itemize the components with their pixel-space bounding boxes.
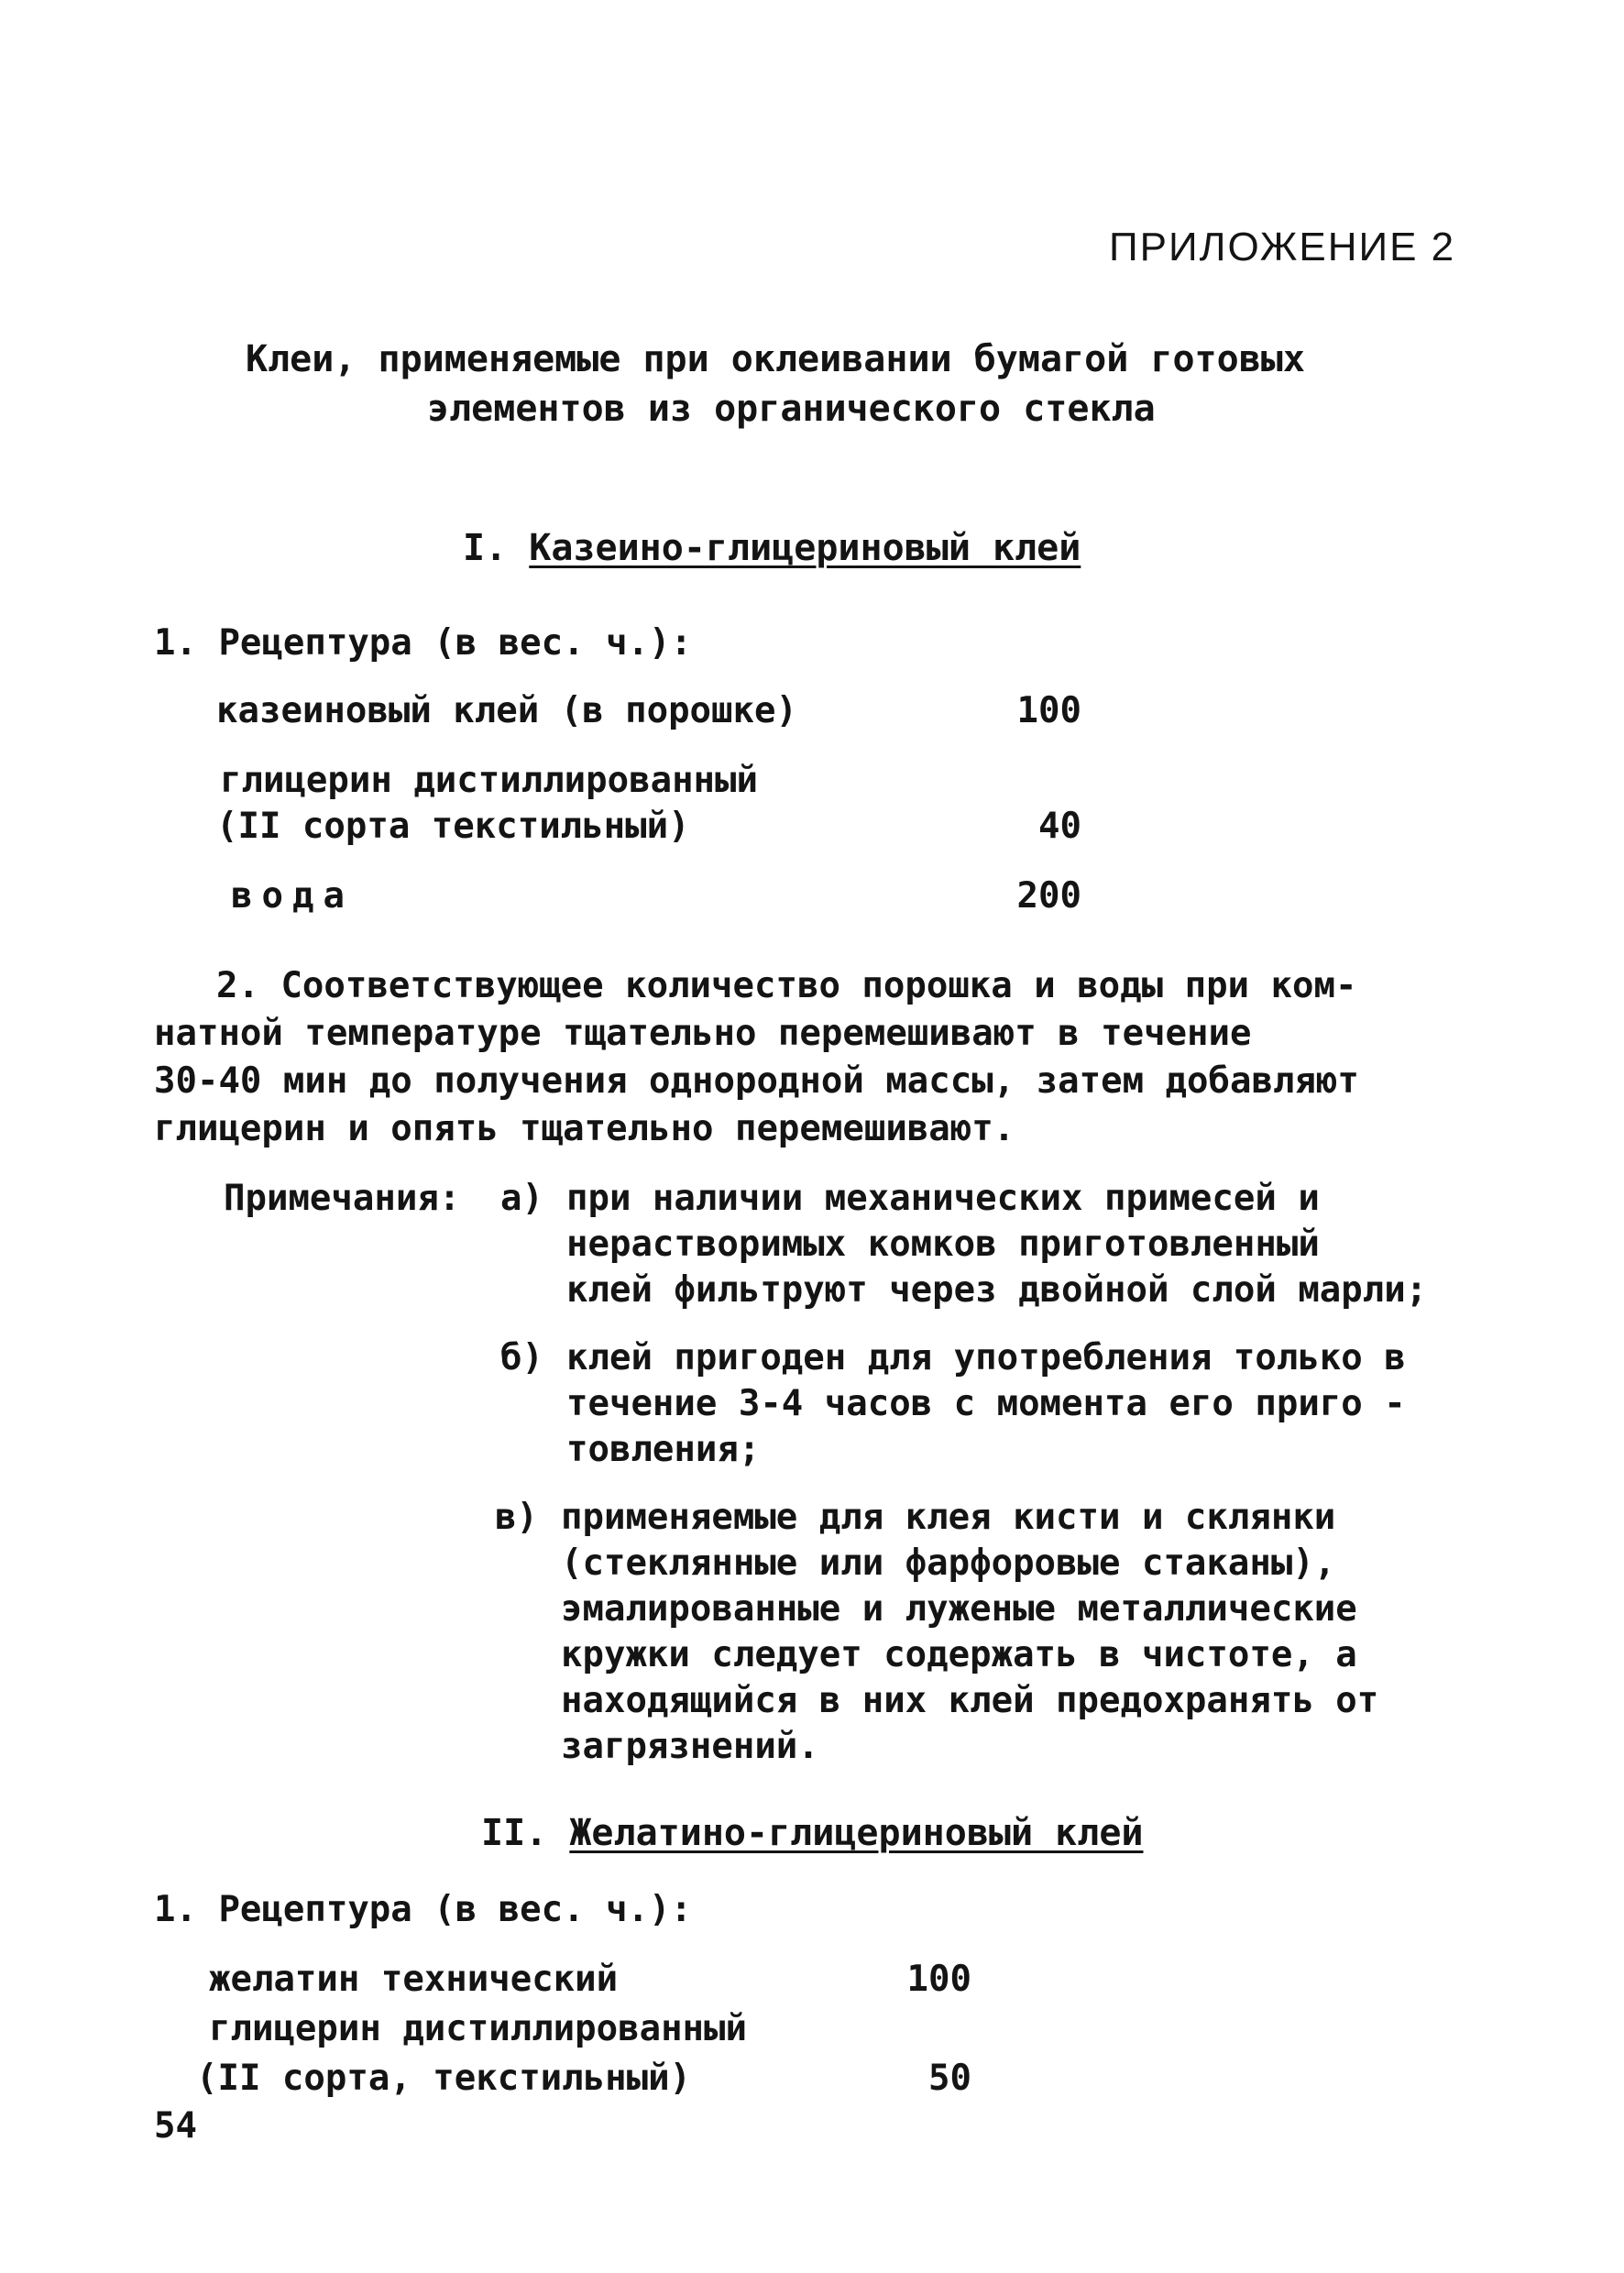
section-1-title: Казеино-глицериновый клей <box>529 527 1081 569</box>
ingredient-3-amount: 200 <box>1016 875 1081 917</box>
note-b-line-3: товления; <box>566 1429 761 1470</box>
note-c-line-3: эмалированные и луженые металлические <box>561 1588 1357 1630</box>
ingredient-2-amount: 40 <box>1038 806 1081 847</box>
s2-ingredient-2-amount: 50 <box>928 2058 971 2099</box>
document-title-line-1: Клеи, применяемые при оклеивании бумагой готовых <box>246 338 1305 380</box>
section-2-number: II. <box>481 1812 548 1854</box>
paragraph-2-line-1: 2. Соответствующее количество порошка и воды при ком- <box>216 965 1357 1006</box>
document-title-line-2: элементов из органического стекла <box>427 388 1156 430</box>
ingredient-1-name: казеиновый клей (в порошке) <box>216 690 797 731</box>
note-c-line-4: кружки следует содержать в чистоте, а <box>561 1634 1357 1675</box>
section-1-number: I. <box>463 527 508 569</box>
note-b-line-2: течение 3-4 часов с момента его приго - <box>566 1383 1406 1424</box>
page-number: 54 <box>154 2105 197 2147</box>
notes-label: Примечания: <box>224 1178 461 1219</box>
section-1-heading <box>463 527 1081 569</box>
paragraph-2-line-4: глицерин и опять тщательно перемешивают. <box>154 1108 1015 1149</box>
note-c-line-5: находящийся в них клей предохранять от <box>561 1680 1379 1721</box>
appendix-label: ПРИЛОЖЕНИЕ 2 <box>1109 225 1456 269</box>
note-c-line-6: загрязнений. <box>561 1726 819 1767</box>
ingredient-1-amount: 100 <box>1016 690 1081 731</box>
note-a-line-2: нерастворимых комков приготовленный <box>566 1224 1320 1265</box>
note-b-marker: б) <box>500 1337 543 1378</box>
ingredient-2-name-line-1: глицерин дистиллированный <box>220 760 758 801</box>
note-c-marker: в) <box>495 1497 538 1538</box>
note-a-line-1: при наличии механических примесей и <box>566 1178 1320 1219</box>
section-1-recipe-title: 1. Рецептура (в вес. ч.): <box>154 622 692 664</box>
s2-ingredient-2-name-line-1: глицерин дистиллированный <box>209 2008 747 2049</box>
s2-ingredient-1-name: желатин технический <box>209 1959 619 2000</box>
note-c-line-1: применяемые для клея кисти и склянки <box>561 1497 1336 1538</box>
ingredient-2-name-line-2: (II сорта текстильный) <box>216 806 690 847</box>
paragraph-2-line-2: натной температуре тщательно перемешивают в течение <box>154 1013 1252 1054</box>
s2-ingredient-1-amount: 100 <box>906 1959 971 2000</box>
note-a-line-3: клей фильтруют через двойной слой марли; <box>566 1269 1428 1311</box>
note-a-marker: а) <box>500 1178 543 1219</box>
section-2-recipe-title: 1. Рецептура (в вес. ч.): <box>154 1889 692 1930</box>
paragraph-2-line-3: 30-40 мин до получения однородной массы, затем добавляют <box>154 1060 1359 1102</box>
s2-ingredient-2-name-line-2: (II сорта, текстильный) <box>196 2058 692 2099</box>
note-c-line-2: (стеклянные или фарфоровые стаканы), <box>561 1543 1336 1584</box>
ingredient-3-name: вода <box>231 875 354 917</box>
note-b-line-1: клей пригоден для употребления только в <box>566 1337 1406 1378</box>
section-2-heading <box>481 1812 1144 1854</box>
section-2-title: Желатино-глицериновый клей <box>569 1812 1144 1854</box>
